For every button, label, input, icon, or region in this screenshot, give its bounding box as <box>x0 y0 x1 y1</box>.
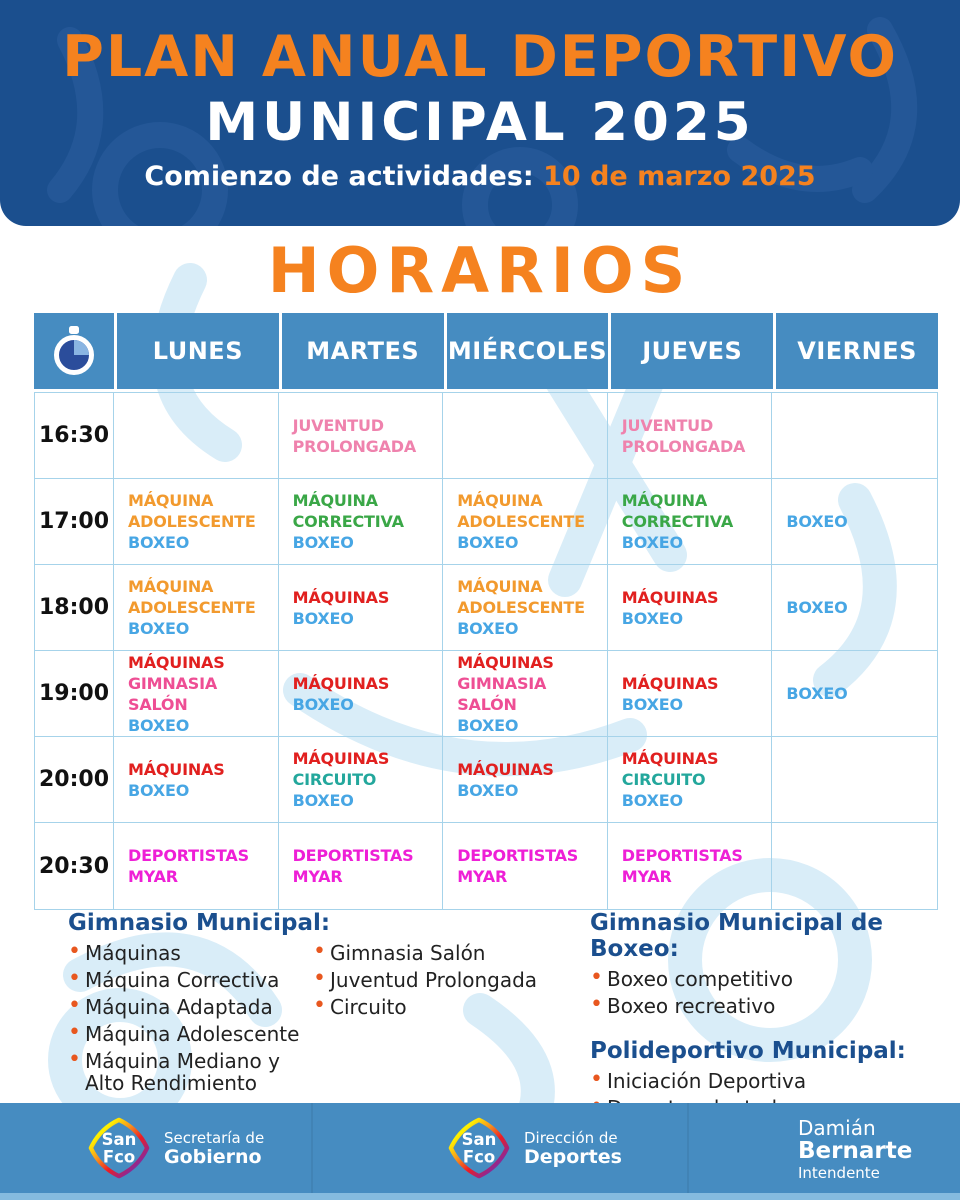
activity-label: MÁQUINAS <box>621 673 719 693</box>
schedule-cell-martes-2030 <box>279 823 444 909</box>
day-header-lunes: LUNES <box>117 313 279 389</box>
intendente-signature <box>798 1117 912 1182</box>
activity-label: BOXEO <box>457 780 519 800</box>
schedule-cell-jueves-1700 <box>608 479 773 565</box>
schedule-cell-miércoles-1630 <box>443 393 608 479</box>
activity-label: MÁQUINAS <box>457 652 554 672</box>
start-date-line <box>0 161 960 192</box>
activity-label: MÁQUINAS <box>621 749 719 768</box>
poster-header <box>0 0 960 226</box>
time-label: 20:00 <box>35 737 114 823</box>
schedule-header-row <box>34 313 938 389</box>
activity-label: MÁQUINAS <box>292 673 390 693</box>
logo-labels <box>524 1129 622 1168</box>
day-header-viernes: VIERNES <box>776 313 938 389</box>
schedule-cell-miércoles-1700 <box>443 479 608 565</box>
sanfco-shield-logo <box>448 1117 510 1179</box>
legend-item: • Iniciación Deportiva <box>590 1070 950 1092</box>
stopwatch-icon <box>53 325 95 377</box>
activity-label: BOXEO <box>292 694 354 714</box>
schedule-cell-martes-1630 <box>279 393 444 479</box>
activity-label: DEPORTISTAS MYAR <box>621 846 743 886</box>
schedule-row <box>35 393 937 479</box>
activity-label: BOXEO <box>621 694 683 714</box>
day-header-jueves: JUEVES <box>611 313 773 389</box>
logo-direccion-deportes <box>448 1103 622 1193</box>
legend-heading: Gimnasio Municipal: <box>68 910 331 936</box>
schedule-table <box>34 313 938 910</box>
activity-label: MÁQUINA CORRECTIVA <box>292 491 404 531</box>
schedule-cell-miércoles-2000 <box>443 737 608 823</box>
activity-label: MÁQUINA CORRECTIVA <box>621 491 734 531</box>
signature-first-name: Damián <box>798 1116 876 1140</box>
main-title: PLAN ANUAL DEPORTIVO <box>62 24 898 90</box>
start-date-label: Comienzo de actividades: <box>144 161 544 192</box>
schedule-cell-jueves-1800 <box>608 565 773 651</box>
activity-label: MÁQUINAS <box>128 652 225 672</box>
svg-text:San: San <box>461 1130 497 1150</box>
schedule-title: HORARIOS <box>267 234 693 307</box>
activity-label: BOXEO <box>128 715 190 735</box>
activity-label: MÁQUINAS <box>292 587 390 607</box>
schedule-cell-jueves-2030 <box>608 823 773 909</box>
schedule-cell-martes-1800 <box>279 565 444 651</box>
activity-label: DEPORTISTAS MYAR <box>128 846 249 886</box>
schedule-cell-viernes-2000 <box>772 737 937 823</box>
schedule-row <box>35 737 937 823</box>
day-header-miércoles: MIÉRCOLES <box>447 313 609 389</box>
schedule-cell-viernes-2030 <box>772 823 937 909</box>
activity-label: MÁQUINA ADOLESCENTE <box>457 577 585 617</box>
schedule-cell-viernes-1630 <box>772 393 937 479</box>
activity-label: BOXEO <box>786 684 848 703</box>
schedule-cell-martes-1900 <box>279 651 444 737</box>
activity-label: MÁQUINA ADOLESCENTE <box>457 491 585 531</box>
schedule-cell-jueves-2000 <box>608 737 773 823</box>
logo-secretaria-gobierno <box>88 1103 264 1193</box>
activity-label: BOXEO <box>786 512 848 531</box>
activity-label: MÁQUINAS <box>621 587 719 607</box>
legend-item: • Juventud Prolongada <box>313 969 568 991</box>
signature-role: Intendente <box>798 1164 880 1182</box>
activity-label: BOXEO <box>457 533 519 552</box>
svg-text:San: San <box>101 1130 137 1150</box>
schedule-cell-lunes-1630 <box>114 393 279 479</box>
schedule-cell-lunes-2030 <box>114 823 279 909</box>
time-label: 16:30 <box>35 393 114 479</box>
logo-label-bottom: Deportes <box>524 1145 622 1168</box>
schedule-cell-lunes-1700 <box>114 479 279 565</box>
schedule-cell-viernes-1700 <box>772 479 937 565</box>
legend-item: • Boxeo competitivo <box>590 968 950 990</box>
footer-bar <box>0 1103 960 1193</box>
legend-item: • Gimnasia Salón <box>313 942 568 964</box>
activity-label: JUVENTUD PROLONGADA <box>621 415 746 456</box>
schedule-cell-miércoles-2030 <box>443 823 608 909</box>
schedule-cell-jueves-1900 <box>608 651 773 737</box>
activity-label: GIMNASIA SALÓN <box>128 673 218 714</box>
activity-label: DEPORTISTAS MYAR <box>457 846 579 886</box>
logo-label-bottom: Gobierno <box>164 1145 262 1168</box>
activity-label: BOXEO <box>128 780 190 800</box>
legend-item: • Boxeo recreativo <box>590 995 950 1017</box>
logo-label-top: Dirección de <box>524 1128 618 1147</box>
schedule-cell-miércoles-1800 <box>443 565 608 651</box>
activity-label: BOXEO <box>621 608 683 628</box>
footer-seam <box>687 1103 689 1193</box>
schedule-cell-martes-2000 <box>279 737 444 823</box>
legend-item: • Máquinas <box>68 942 313 964</box>
schedule-cell-lunes-2000 <box>114 737 279 823</box>
subtitle-municipal: MUNICIPAL 2025 <box>205 92 755 153</box>
schedule-row <box>35 479 937 565</box>
activity-label: CIRCUITO <box>292 770 377 789</box>
activity-label: BOXEO <box>621 533 683 552</box>
legend-item: • Máquina Adolescente <box>68 1023 313 1045</box>
footer-seam <box>311 1103 313 1193</box>
activity-label: BOXEO <box>128 533 190 552</box>
activity-label: BOXEO <box>621 791 683 810</box>
time-label: 19:00 <box>35 651 114 737</box>
schedule-cell-lunes-1800 <box>114 565 279 651</box>
svg-text:Fco: Fco <box>102 1147 136 1167</box>
activity-label: JUVENTUD PROLONGADA <box>292 415 417 456</box>
activity-label: MÁQUINAS <box>457 759 554 779</box>
time-label: 17:00 <box>35 479 114 565</box>
schedule-cell-lunes-1900 <box>114 651 279 737</box>
activity-label: BOXEO <box>786 598 848 617</box>
legend-item: • Máquina Mediano y Alto Rendimiento <box>68 1050 313 1094</box>
schedule-row <box>35 823 937 909</box>
legend-item: • Máquina Correctiva <box>68 969 313 991</box>
activity-label: GIMNASIA SALÓN <box>457 673 547 714</box>
time-label: 18:00 <box>35 565 114 651</box>
footer-bottom-strip <box>0 1193 960 1200</box>
legend-heading: Polideportivo Municipal: <box>590 1038 906 1064</box>
schedule-cell-miércoles-1900 <box>443 651 608 737</box>
activity-label: BOXEO <box>292 791 354 810</box>
legend-item: • Circuito <box>313 996 568 1018</box>
activity-label: MÁQUINA ADOLESCENTE <box>128 491 256 531</box>
legend-heading: Gimnasio Municipal de Boxeo: <box>590 910 883 962</box>
schedule-body <box>34 392 938 910</box>
activity-label: BOXEO <box>128 619 190 638</box>
logo-labels <box>164 1129 264 1168</box>
legend-gimnasio-municipal <box>68 910 568 1099</box>
schedule-row <box>35 565 937 651</box>
activity-label: MÁQUINA ADOLESCENTE <box>128 577 256 617</box>
time-column-header <box>34 313 114 389</box>
activity-label: MÁQUINAS <box>292 749 390 768</box>
sanfco-shield-logo <box>88 1117 150 1179</box>
signature-last-name: Bernarte <box>798 1138 913 1164</box>
day-header-martes: MARTES <box>282 313 444 389</box>
schedule-cell-viernes-1900 <box>772 651 937 737</box>
legend-item: • Máquina Adaptada <box>68 996 313 1018</box>
start-date-value: 10 de marzo 2025 <box>543 161 816 192</box>
legend-gimnasio-boxeo <box>590 910 950 1017</box>
activity-label: MÁQUINAS <box>128 759 225 779</box>
time-label: 20:30 <box>35 823 114 909</box>
activity-label: BOXEO <box>292 608 354 628</box>
activity-label: BOXEO <box>457 715 519 735</box>
schedule-cell-viernes-1800 <box>772 565 937 651</box>
schedule-row <box>35 651 937 737</box>
svg-text:Fco: Fco <box>462 1147 496 1167</box>
activity-label: BOXEO <box>457 619 519 638</box>
schedule-cell-martes-1700 <box>279 479 444 565</box>
schedule-cell-jueves-1630 <box>608 393 773 479</box>
logo-label-top: Secretaría de <box>164 1128 265 1147</box>
activity-label: DEPORTISTAS MYAR <box>292 846 414 886</box>
activity-label: BOXEO <box>292 533 354 552</box>
activity-label: CIRCUITO <box>621 770 706 789</box>
